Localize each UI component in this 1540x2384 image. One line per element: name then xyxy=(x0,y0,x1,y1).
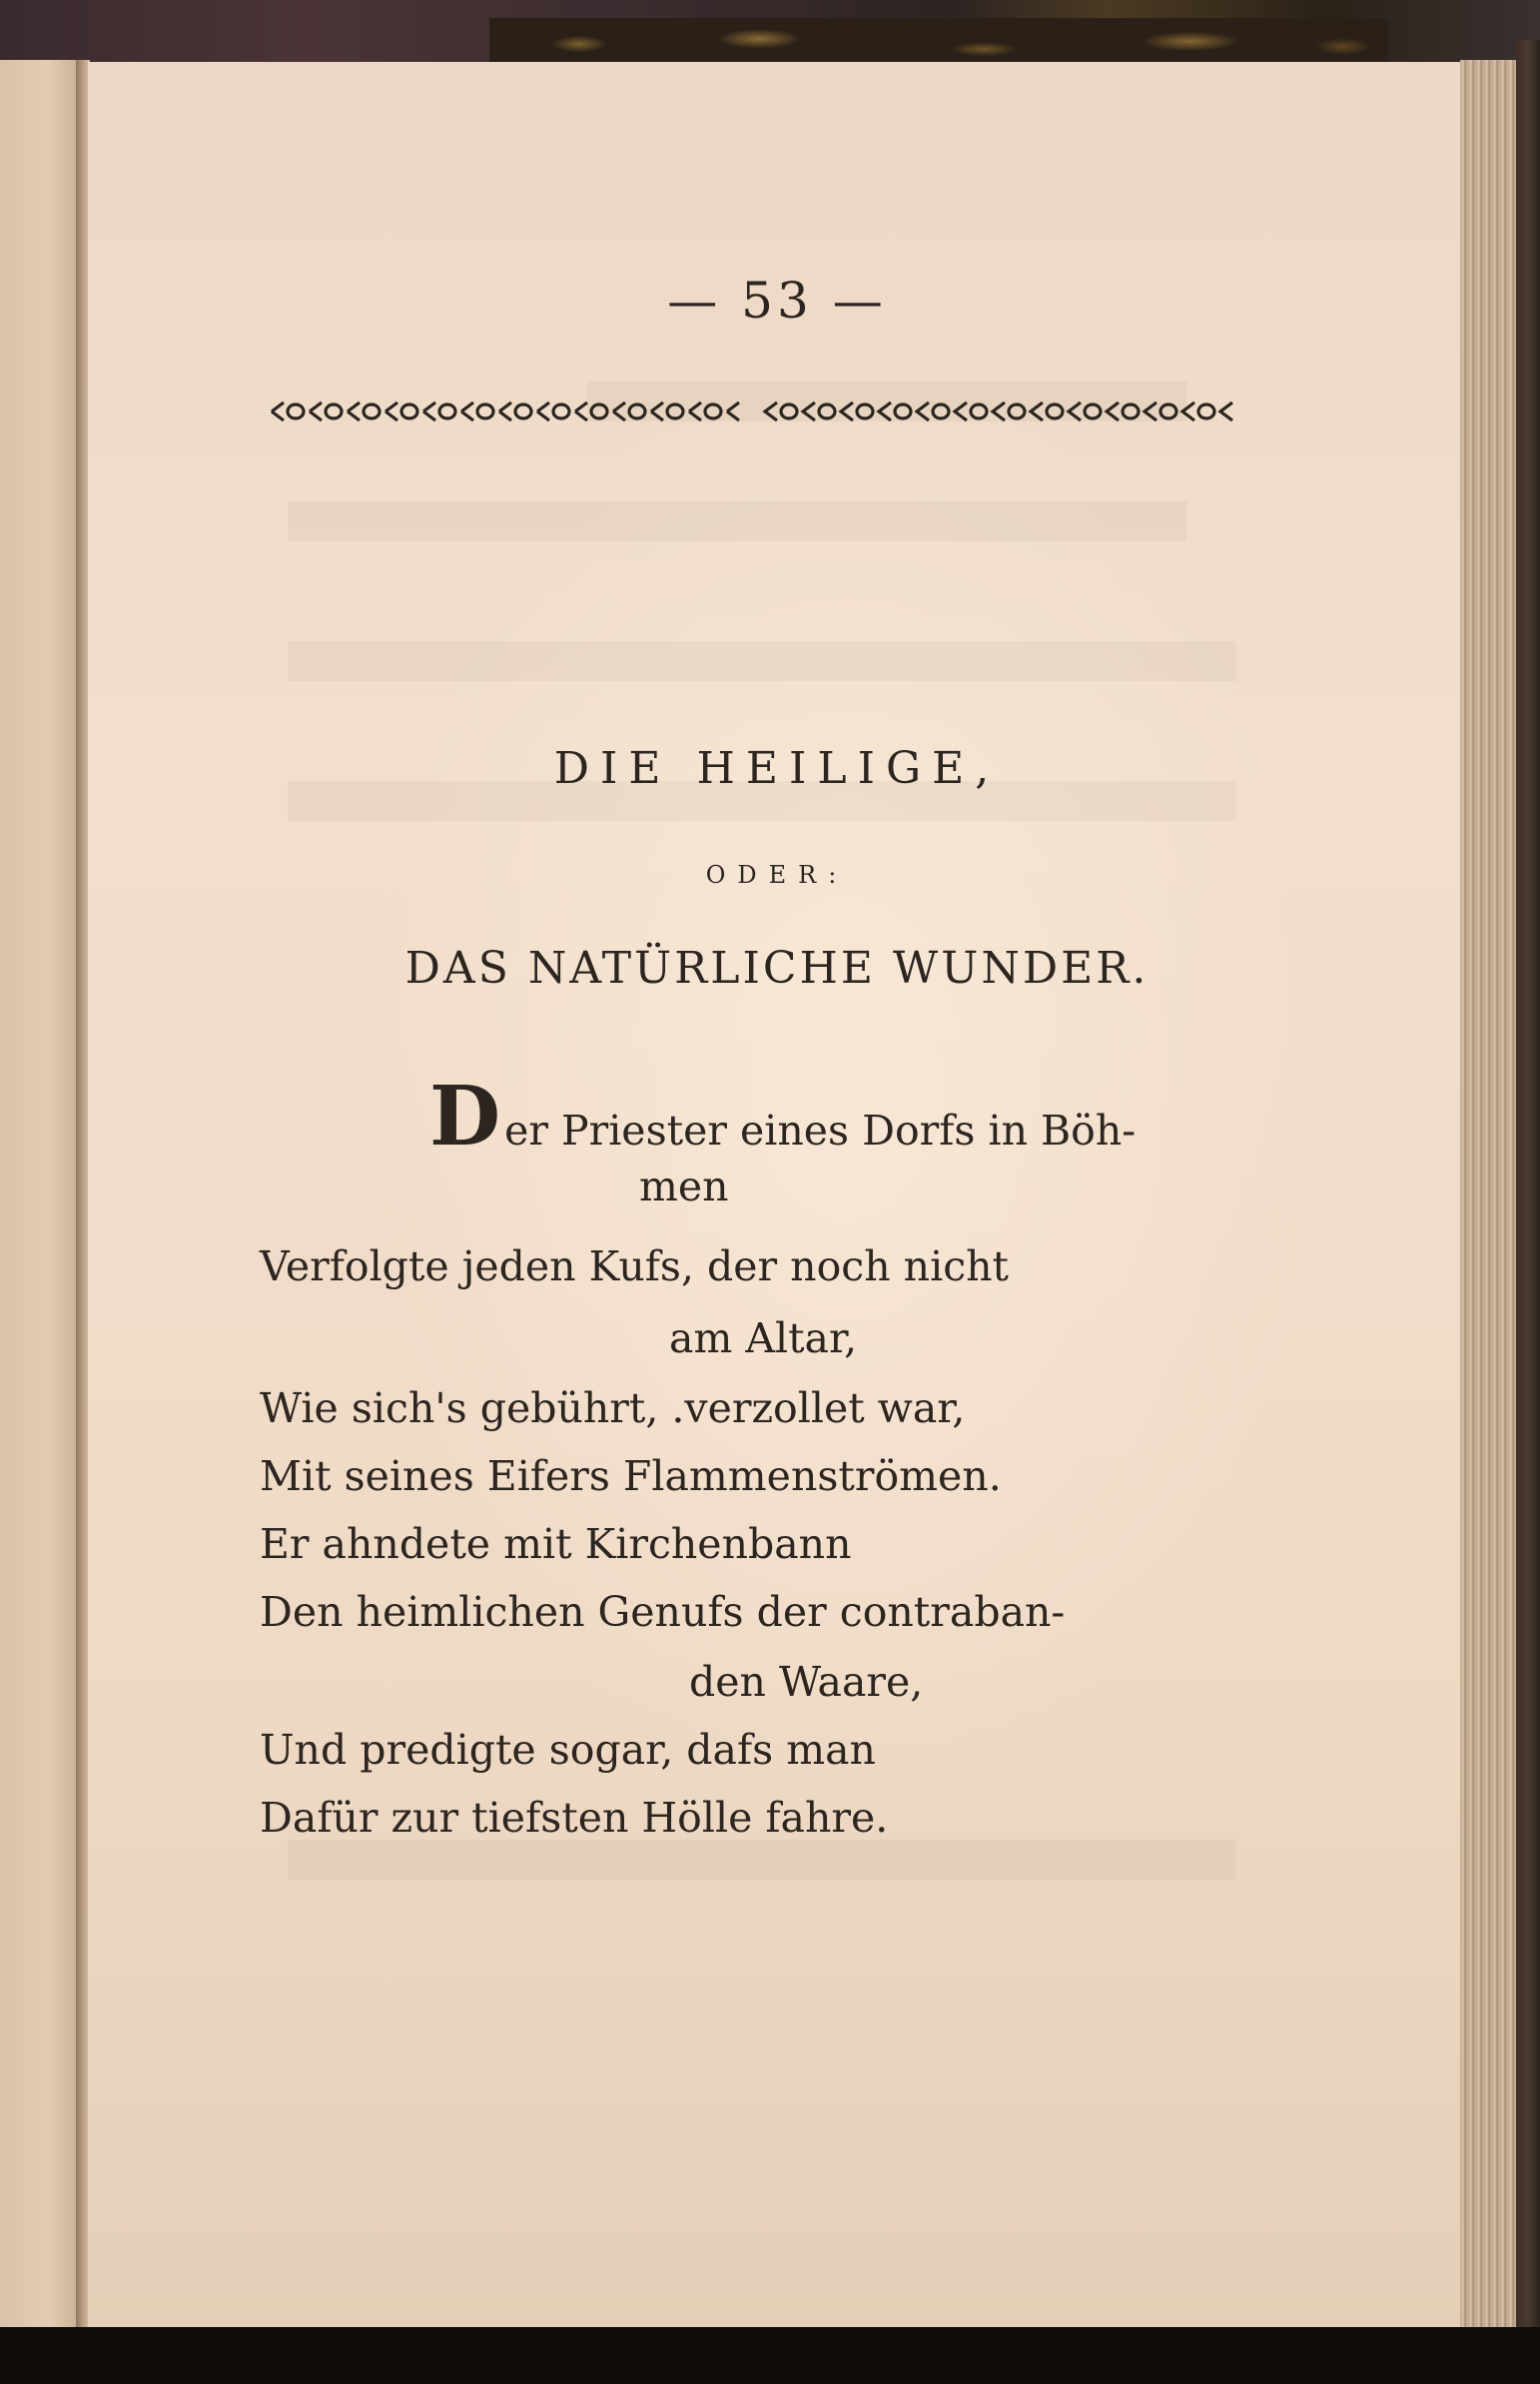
left-page-edge xyxy=(0,60,82,2332)
back-cover-edge xyxy=(1516,40,1540,2337)
subtitle-connector: ODER: xyxy=(705,861,849,889)
poem-line: Dafür zur tiefsten Hölle fahre. xyxy=(260,1794,889,1842)
page-number: — 53 — xyxy=(667,272,887,330)
poem-title: DIE HEILIGE, xyxy=(553,743,1001,794)
poem-line: Er ahndete mit Kirchenbann xyxy=(260,1520,852,1568)
drop-cap: D xyxy=(429,1069,501,1165)
poem-line: men xyxy=(639,1163,729,1210)
ornament-left-half xyxy=(272,402,739,420)
ornamental-border-rule xyxy=(268,395,1236,428)
book-page xyxy=(88,62,1466,2329)
page-block-edges xyxy=(1460,60,1520,2337)
poem-subtitle: DAS NATÜRLICHE WUNDER. xyxy=(404,943,1150,994)
poem-line: Mit seines Eifers Flammenströmen. xyxy=(260,1452,1002,1500)
show-through-smudge xyxy=(288,501,1186,541)
show-through-smudge xyxy=(288,641,1236,681)
poem-line: am Altar, xyxy=(669,1314,858,1362)
poem-line-text: er Priester eines Dorfs in Böh- xyxy=(504,1107,1137,1155)
scan-background xyxy=(0,2327,1540,2384)
poem-line xyxy=(429,1069,1137,1165)
poem-line: Wie sich's gebührt, .verzollet war, xyxy=(260,1384,966,1432)
poem-line: Den heimlichen Genufs der contraban- xyxy=(260,1588,1066,1636)
poem-line: Und predigte sogar, dafs man xyxy=(260,1726,876,1774)
poem-line: den Waare, xyxy=(689,1658,924,1706)
poem-line: Verfolgte jeden Kufs, der noch nicht xyxy=(260,1242,1010,1290)
ornament-right-half xyxy=(765,402,1232,420)
